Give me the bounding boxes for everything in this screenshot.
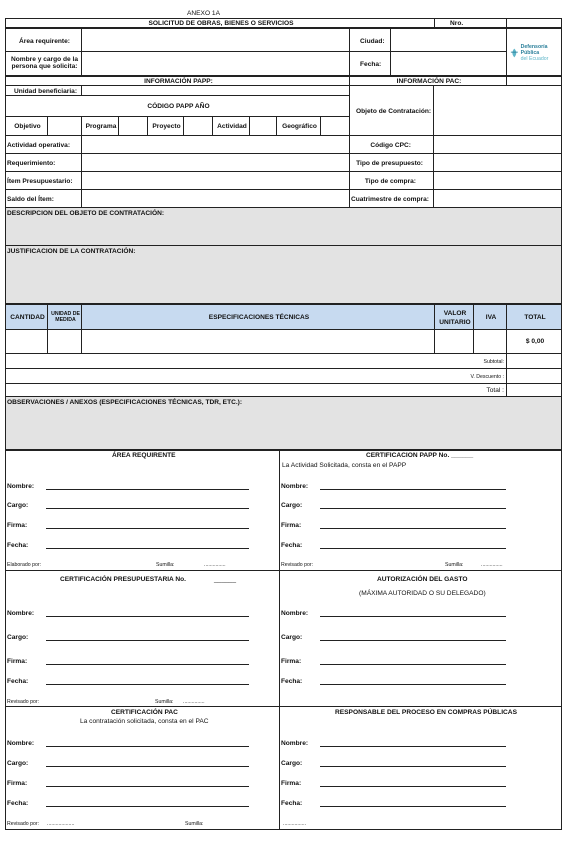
codigo-cpc-field[interactable] xyxy=(433,135,562,154)
papp-col-geografico-field[interactable] xyxy=(320,116,350,136)
col-total-header xyxy=(506,304,562,330)
ciudad-label: Ciudad: xyxy=(360,38,385,45)
responsable-extra-line-2 xyxy=(349,829,507,830)
area-sumilla-label: Sumilla: xyxy=(156,562,175,568)
logo-cell xyxy=(506,28,562,76)
responsable-cargo-line[interactable] xyxy=(320,766,506,767)
actividad-operativa-label: Actividad operativa: xyxy=(7,142,71,149)
subtotal-label: Subtotal: xyxy=(483,359,504,365)
cert-pac-subtitle: La contratación solicitada, consta en el PAC xyxy=(80,718,209,725)
autorizacion-subtitle: (MÁXIMA AUTORIDAD O SU DELEGADO) xyxy=(359,590,486,597)
responsable-nombre-line[interactable] xyxy=(320,746,506,747)
pac-cargo-line[interactable] xyxy=(46,766,249,767)
objeto-contratacion-label: Objeto de Contratación: xyxy=(356,108,432,115)
pac-revisado-dots: ................... xyxy=(47,821,75,827)
nombre-cargo-field[interactable] xyxy=(81,51,350,76)
signature-divider-vertical xyxy=(279,450,280,830)
pres-nombre-label: Nombre: xyxy=(7,610,35,617)
autorizacion-cargo-line[interactable] xyxy=(320,640,506,641)
descuento-row xyxy=(5,368,507,384)
autorizacion-nombre-line[interactable] xyxy=(320,616,506,617)
papp-col-geografico xyxy=(276,116,321,136)
cert-papp-subtitle: La Actividad Solicitada, consta en el PAPP xyxy=(282,462,407,469)
fecha-field[interactable] xyxy=(390,51,507,76)
papp-row-2 xyxy=(5,153,82,172)
requerimiento-field[interactable] xyxy=(81,153,350,172)
area-firma-label: Firma: xyxy=(7,522,28,529)
papp-row-3 xyxy=(5,171,82,190)
papp-col-programa xyxy=(81,116,119,136)
papp-col-programa-label: Programa xyxy=(85,123,117,130)
logo xyxy=(510,44,561,62)
pac-nombre-label: Nombre: xyxy=(7,740,35,747)
pres-sumilla-label: Sumilla: xyxy=(155,699,174,705)
papp-col-objetivo xyxy=(5,116,48,136)
item-unidad-cell[interactable] xyxy=(47,329,82,354)
ciudad-field[interactable] xyxy=(390,28,507,52)
descuento-value[interactable] xyxy=(506,368,562,384)
unidad-label: Unidad beneficiaria: xyxy=(14,88,78,95)
papp-col-actividad-label: Actividad xyxy=(217,123,247,130)
pac-cargo-label: Cargo: xyxy=(7,760,29,767)
responsable-fecha-label: Fecha: xyxy=(281,800,303,807)
papp-title: INFORMACIÓN PAPP: xyxy=(144,78,213,85)
pac-title: INFORMACIÓN PAC: xyxy=(396,78,462,85)
area-requirente-label-cell xyxy=(5,28,82,52)
papp-col-actividad-field[interactable] xyxy=(249,116,277,136)
pres-firma-label: Firma: xyxy=(7,658,28,665)
descuento-label: V. Descuento : xyxy=(470,374,504,380)
nro-value[interactable] xyxy=(506,18,562,28)
pac-fecha-label: Fecha: xyxy=(7,800,29,807)
total-label: Total : xyxy=(486,387,504,394)
pres-nombre-line[interactable] xyxy=(46,616,249,617)
nombre-cargo-label: Nombre y cargo de la persona que solicita: xyxy=(10,56,79,71)
pres-cargo-line[interactable] xyxy=(46,640,249,641)
col-valor-header xyxy=(434,304,474,330)
signature-divider-1 xyxy=(5,570,562,571)
observaciones-label: OBSERVACIONES / ANEXOS (ESPECIFICACIONES TÉCNICAS, TDR, ETC.): xyxy=(7,399,243,406)
pac-row-2 xyxy=(349,153,434,172)
cert-papp-cargo-label: Cargo: xyxy=(281,502,303,509)
papp-col-proyecto xyxy=(147,116,184,136)
tipo-presupuesto-field[interactable] xyxy=(433,153,562,172)
form-title: SOLICITUD DE OBRAS, BIENES O SERVICIOS xyxy=(148,20,294,27)
fecha-label-cell xyxy=(349,51,391,76)
saldo-item-label: Saldo del Ítem: xyxy=(7,196,54,203)
justificacion-label: JUSTIFICACION DE LA CONTRATACIÓN: xyxy=(7,248,136,255)
area-firma-line[interactable] xyxy=(46,528,249,529)
objeto-contratacion-field[interactable] xyxy=(433,85,562,136)
cert-presupuestaria-number[interactable]: ______ xyxy=(214,576,237,583)
col-unidad-header xyxy=(47,304,82,330)
pac-sumilla-label: Sumilla: xyxy=(185,821,204,827)
area-fecha-line[interactable] xyxy=(46,548,249,549)
item-cantidad-cell[interactable] xyxy=(5,329,48,354)
cuatrimestre-field[interactable] xyxy=(433,189,562,208)
tipo-presupuesto-label: Tipo de presupuesto: xyxy=(356,160,423,167)
descripcion-block[interactable] xyxy=(5,207,562,246)
descripcion-label: DESCRIPCION DEL OBJETO DE CONTRATACIÓN: xyxy=(7,210,165,217)
cert-pac-title: CERTIFICACIÓN PAC xyxy=(111,709,178,716)
tipo-compra-label: Tipo de compra: xyxy=(364,178,416,185)
responsable-fecha-line[interactable] xyxy=(320,806,506,807)
pac-row-3 xyxy=(349,171,434,190)
actividad-operativa-field[interactable] xyxy=(81,135,350,154)
area-cargo-label: Cargo: xyxy=(7,502,29,509)
area-elaborado-label: Elaborado por: xyxy=(7,562,42,568)
pac-nombre-line[interactable] xyxy=(46,746,249,747)
col-iva-label: IVA xyxy=(485,314,497,321)
nombre-cargo-label-cell xyxy=(5,51,82,76)
responsable-title: RESPONSABLE DEL PROCESO EN COMPRAS PÚBLICAS xyxy=(335,709,517,716)
area-requirente-label: Área requirente: xyxy=(19,38,70,45)
col-valor-label: VALOR UNITARIO xyxy=(439,310,471,326)
observaciones-block[interactable] xyxy=(5,396,562,450)
item-valor-cell[interactable] xyxy=(434,329,474,354)
col-especificaciones-label: ESPECIFICACIONES TÉCNICAS xyxy=(208,314,310,321)
cert-papp-revisado-label: Revisado por: xyxy=(281,562,314,568)
area-fecha-label: Fecha: xyxy=(7,542,29,549)
area-requirente-field[interactable] xyxy=(81,28,350,52)
pac-row-1 xyxy=(349,135,434,154)
total-row xyxy=(5,383,507,397)
tipo-compra-field[interactable] xyxy=(433,171,562,190)
saldo-item-field[interactable] xyxy=(81,189,350,208)
item-iva-cell[interactable] xyxy=(473,329,507,354)
col-cantidad-label: CANTIDAD xyxy=(10,314,45,321)
justificacion-block[interactable] xyxy=(5,245,562,304)
total-value[interactable] xyxy=(506,383,562,397)
pac-row-4 xyxy=(349,189,434,208)
area-nombre-line[interactable] xyxy=(46,489,249,490)
area-requirente-title: ÁREA REQUIRENTE xyxy=(112,452,176,459)
pres-revisado-label: Revisado por: xyxy=(7,699,40,705)
autorizacion-title: AUTORIZACIÓN DEL GASTO xyxy=(377,576,468,583)
pres-cargo-label: Cargo: xyxy=(7,634,29,641)
papp-col-proyecto-field[interactable] xyxy=(183,116,213,136)
fecha-label: Fecha: xyxy=(360,61,382,68)
pac-revisado-label: Revisado por: xyxy=(7,821,40,827)
cert-papp-title: CERTIFICACION PAPP No. ______ xyxy=(366,452,474,459)
pres-fecha-line[interactable] xyxy=(46,684,249,685)
papp-row-1 xyxy=(5,135,82,154)
nro-box xyxy=(434,18,507,28)
cert-papp-nombre-line[interactable] xyxy=(320,489,506,490)
papp-col-objetivo-label: Objetivo xyxy=(14,123,41,130)
papp-col-programa-field[interactable] xyxy=(118,116,148,136)
subtotal-row xyxy=(5,353,507,369)
area-cargo-line[interactable] xyxy=(46,508,249,509)
responsable-nombre-label: Nombre: xyxy=(281,740,309,747)
autorizacion-nombre-label: Nombre: xyxy=(281,610,309,617)
cert-papp-nombre-label: Nombre: xyxy=(281,483,309,490)
col-total-label: TOTAL xyxy=(524,314,546,321)
autorizacion-fecha-label: Fecha: xyxy=(281,678,303,685)
cert-papp-firma-line[interactable] xyxy=(320,528,506,529)
signature-divider-2 xyxy=(5,706,562,707)
cert-papp-cargo-line[interactable] xyxy=(320,508,506,509)
codigo-papp-label: CÓDIGO PAPP AÑO xyxy=(147,103,210,110)
col-cantidad-header xyxy=(5,304,48,330)
responsable-extra-line-1 xyxy=(283,829,320,830)
papp-col-geografico-label: Geográfico xyxy=(282,123,317,130)
papp-row-4 xyxy=(5,189,82,208)
pac-fecha-line[interactable] xyxy=(46,806,249,807)
cert-papp-firma-label: Firma: xyxy=(281,522,302,529)
pres-firma-line[interactable] xyxy=(46,664,249,665)
responsable-cargo-label: Cargo: xyxy=(281,760,303,767)
codigo-papp-cell xyxy=(5,95,350,117)
papp-col-objetivo-field[interactable] xyxy=(47,116,82,136)
col-iva-header xyxy=(473,304,507,330)
col-especificaciones-header xyxy=(81,304,435,330)
pres-sumilla-dots: ............... xyxy=(183,699,205,705)
cert-presupuestaria-title: CERTIFICACIÓN PRESUPUESTARIA No. xyxy=(60,576,187,583)
nro-label: Nro. xyxy=(450,20,464,27)
pac-firma-label: Firma: xyxy=(7,780,28,787)
papp-col-actividad xyxy=(212,116,250,136)
cert-papp-fecha-label: Fecha: xyxy=(281,542,303,549)
area-sumilla-dots: ............... xyxy=(204,562,226,568)
pac-firma-line[interactable] xyxy=(46,786,249,787)
item-total-value: $ 0,00 xyxy=(525,338,545,345)
ciudad-label-cell xyxy=(349,28,391,52)
item-presupuestario-label: Ítem Presupuestario: xyxy=(7,178,73,185)
item-total-cell xyxy=(506,329,562,354)
logo-line2: del Ecuador xyxy=(520,56,549,62)
anexo-label: ANEXO 1A xyxy=(187,10,220,17)
cuatrimestre-label: Cuatrimestre de compra: xyxy=(350,196,429,203)
responsable-firma-label: Firma: xyxy=(281,780,302,787)
pres-fecha-label: Fecha: xyxy=(7,678,29,685)
autorizacion-firma-line[interactable] xyxy=(320,664,506,665)
cert-papp-sumilla-dots: ............... xyxy=(481,562,503,568)
item-especificaciones-cell[interactable] xyxy=(81,329,435,354)
cert-papp-sumilla-label: Sumilla: xyxy=(445,562,464,568)
cert-papp-fecha-line[interactable] xyxy=(320,548,506,549)
objeto-contratacion-label-cell xyxy=(349,85,434,136)
codigo-cpc-label: Código CPC: xyxy=(370,142,411,149)
papp-col-proyecto-label: Proyecto xyxy=(152,123,181,130)
autorizacion-firma-label: Firma: xyxy=(281,658,302,665)
logo-line1: Defensoría Pública xyxy=(520,44,548,56)
area-nombre-label: Nombre: xyxy=(7,483,35,490)
header-title-row xyxy=(5,18,435,28)
requerimiento-label: Requerimiento: xyxy=(7,160,56,167)
responsable-firma-line[interactable] xyxy=(320,786,506,787)
subtotal-value[interactable] xyxy=(506,353,562,369)
item-presupuestario-field[interactable] xyxy=(81,171,350,190)
responsable-dots: ................ xyxy=(283,821,307,827)
defensoria-logo-icon xyxy=(510,47,519,59)
col-unidad-label: UNIDAD DE MEDIDA xyxy=(51,311,80,324)
autorizacion-cargo-label: Cargo: xyxy=(281,634,303,641)
autorizacion-fecha-line[interactable] xyxy=(320,684,506,685)
